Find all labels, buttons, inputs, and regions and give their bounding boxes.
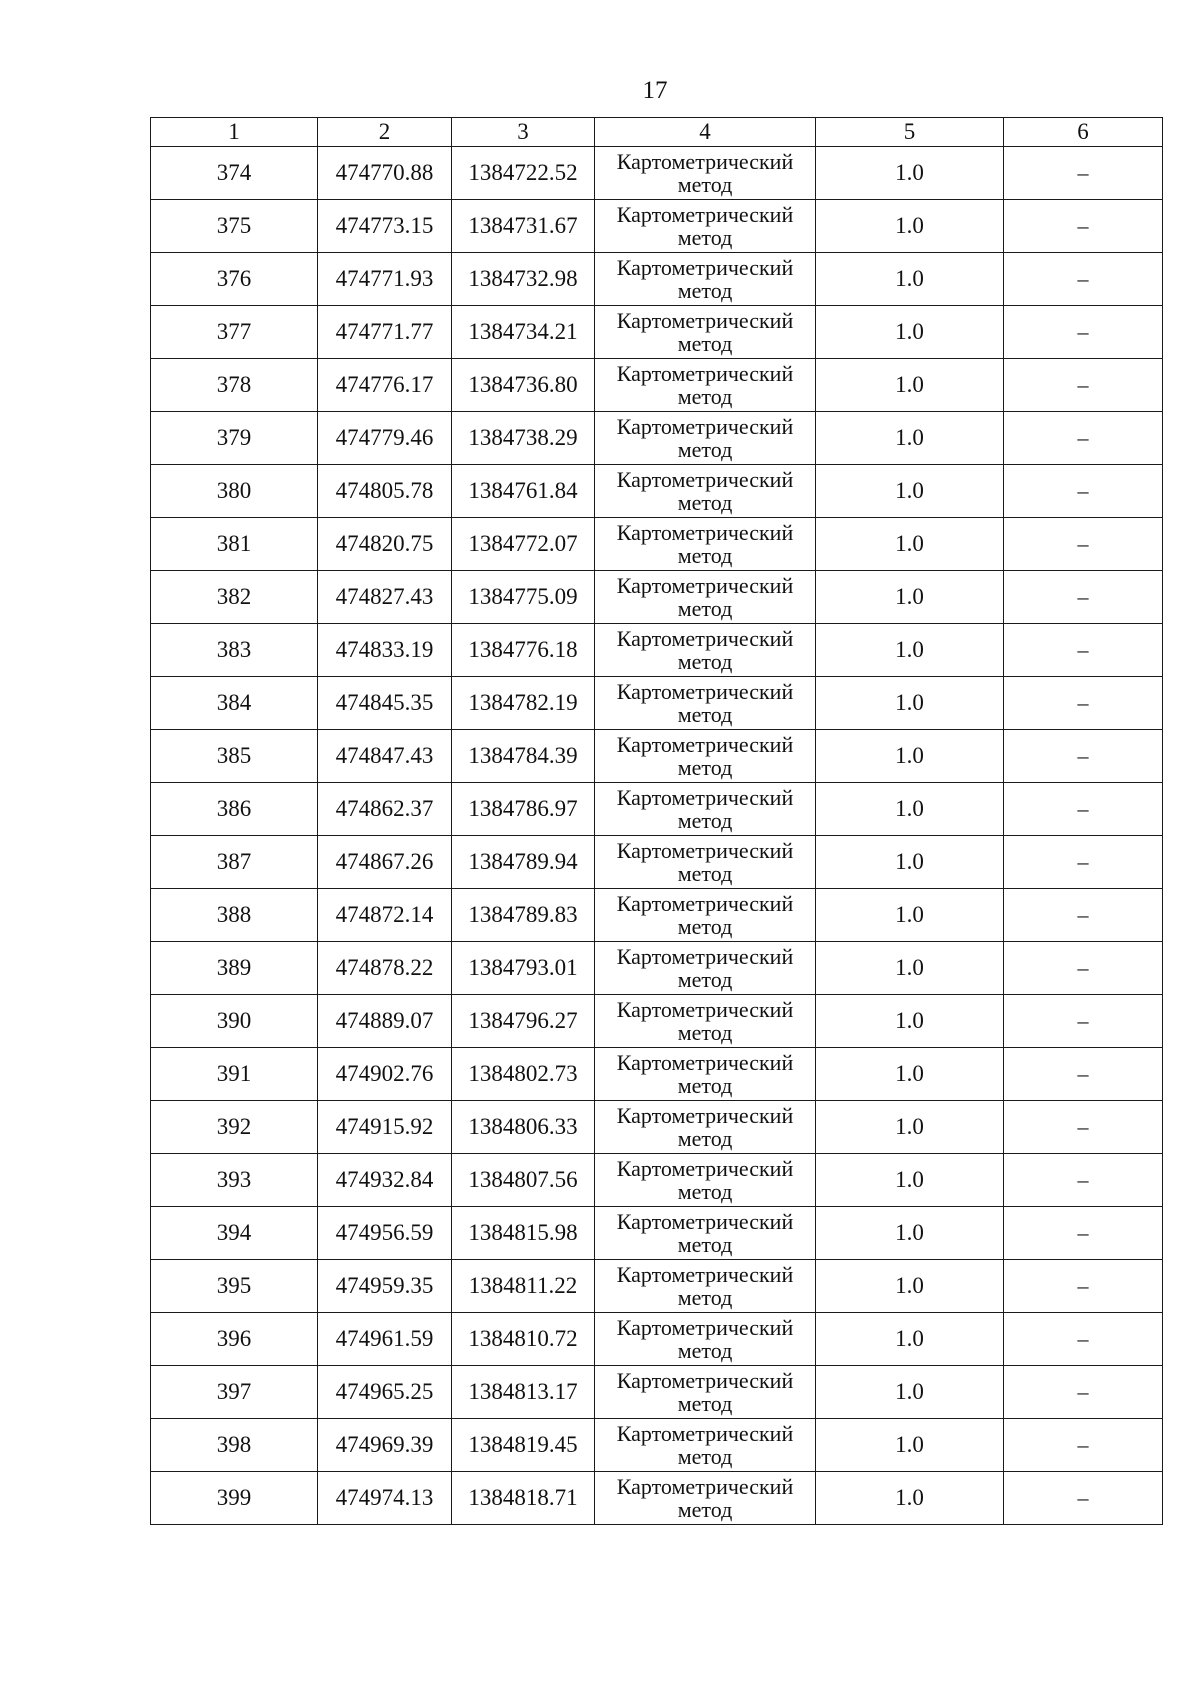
note-cell: – (1004, 571, 1163, 624)
accuracy-cell: 1.0 (816, 1207, 1004, 1260)
method-line: метод (677, 1232, 733, 1257)
method-cell (595, 412, 816, 465)
method-line: метод (677, 967, 733, 992)
method-line: метод (677, 1073, 733, 1098)
column-header: 6 (1004, 118, 1163, 147)
note-cell: – (1004, 624, 1163, 677)
y-coordinate-cell: 1384815.98 (452, 1207, 595, 1260)
y-coordinate-cell: 1384802.73 (452, 1048, 595, 1101)
table-row (151, 836, 1163, 889)
table-row (151, 465, 1163, 518)
table-row (151, 147, 1163, 200)
accuracy-cell: 1.0 (816, 1101, 1004, 1154)
accuracy-cell: 1.0 (816, 1260, 1004, 1313)
method-cell (595, 571, 816, 624)
x-coordinate-cell: 474915.92 (318, 1101, 452, 1154)
accuracy-cell: 1.0 (816, 306, 1004, 359)
note-cell: – (1004, 836, 1163, 889)
accuracy-cell: 1.0 (816, 889, 1004, 942)
method-cell (595, 1101, 816, 1154)
method-cell (595, 624, 816, 677)
method-line: Картометрический (616, 785, 794, 810)
y-coordinate-cell: 1384772.07 (452, 518, 595, 571)
table-row (151, 412, 1163, 465)
point-number-cell: 378 (151, 359, 318, 412)
method-line: Картометрический (616, 573, 794, 598)
column-header: 1 (151, 118, 318, 147)
column-header: 2 (318, 118, 452, 147)
y-coordinate-cell: 1384738.29 (452, 412, 595, 465)
method-cell (595, 253, 816, 306)
method-cell (595, 1313, 816, 1366)
x-coordinate-cell: 474889.07 (318, 995, 452, 1048)
point-number-cell: 379 (151, 412, 318, 465)
method-cell (595, 1048, 816, 1101)
method-line: метод (677, 1444, 733, 1469)
method-line: метод (677, 225, 733, 250)
note-cell: – (1004, 1260, 1163, 1313)
accuracy-cell: 1.0 (816, 147, 1004, 200)
x-coordinate-cell: 474827.43 (318, 571, 452, 624)
point-number-cell: 381 (151, 518, 318, 571)
x-coordinate-cell: 474959.35 (318, 1260, 452, 1313)
x-coordinate-cell: 474969.39 (318, 1419, 452, 1472)
point-number-cell: 389 (151, 942, 318, 995)
point-number-cell: 384 (151, 677, 318, 730)
method-line: метод (677, 543, 733, 568)
table-row (151, 889, 1163, 942)
x-coordinate-cell: 474862.37 (318, 783, 452, 836)
point-number-cell: 383 (151, 624, 318, 677)
y-coordinate-cell: 1384789.94 (452, 836, 595, 889)
method-line: метод (677, 1391, 733, 1416)
note-cell: – (1004, 306, 1163, 359)
y-coordinate-cell: 1384784.39 (452, 730, 595, 783)
method-cell (595, 942, 816, 995)
accuracy-cell: 1.0 (816, 571, 1004, 624)
x-coordinate-cell: 474779.46 (318, 412, 452, 465)
accuracy-cell: 1.0 (816, 253, 1004, 306)
method-line: метод (677, 172, 733, 197)
x-coordinate-cell: 474805.78 (318, 465, 452, 518)
method-line: Картометрический (616, 838, 794, 863)
point-number-cell: 393 (151, 1154, 318, 1207)
accuracy-cell: 1.0 (816, 836, 1004, 889)
point-number-cell: 386 (151, 783, 318, 836)
method-line: Картометрический (616, 149, 794, 174)
method-line: метод (677, 331, 733, 356)
method-line: Картометрический (616, 1368, 794, 1393)
y-coordinate-cell: 1384806.33 (452, 1101, 595, 1154)
method-line: метод (677, 861, 733, 886)
method-line: Картометрический (616, 891, 794, 916)
method-cell (595, 1472, 816, 1525)
accuracy-cell: 1.0 (816, 783, 1004, 836)
note-cell: – (1004, 465, 1163, 518)
column-header: 4 (595, 118, 816, 147)
x-coordinate-cell: 474773.15 (318, 200, 452, 253)
method-cell (595, 1419, 816, 1472)
accuracy-cell: 1.0 (816, 624, 1004, 677)
table-row (151, 783, 1163, 836)
table-row (151, 1419, 1163, 1472)
method-line: Картометрический (616, 1103, 794, 1128)
note-cell: – (1004, 1472, 1163, 1525)
x-coordinate-cell: 474771.93 (318, 253, 452, 306)
table-row (151, 359, 1163, 412)
y-coordinate-cell: 1384789.83 (452, 889, 595, 942)
x-coordinate-cell: 474961.59 (318, 1313, 452, 1366)
table-row (151, 518, 1163, 571)
method-line: Картометрический (616, 414, 794, 439)
table-row (151, 306, 1163, 359)
note-cell: – (1004, 1048, 1163, 1101)
y-coordinate-cell: 1384776.18 (452, 624, 595, 677)
x-coordinate-cell: 474902.76 (318, 1048, 452, 1101)
method-line: Картометрический (616, 1315, 794, 1340)
x-coordinate-cell: 474776.17 (318, 359, 452, 412)
y-coordinate-cell: 1384807.56 (452, 1154, 595, 1207)
point-number-cell: 394 (151, 1207, 318, 1260)
note-cell: – (1004, 1207, 1163, 1260)
coordinates-table (150, 117, 1163, 1525)
method-cell (595, 783, 816, 836)
table-row (151, 995, 1163, 1048)
method-line: Картометрический (616, 1050, 794, 1075)
point-number-cell: 395 (151, 1260, 318, 1313)
table-row (151, 677, 1163, 730)
accuracy-cell: 1.0 (816, 412, 1004, 465)
y-coordinate-cell: 1384782.19 (452, 677, 595, 730)
note-cell: – (1004, 1419, 1163, 1472)
table-row (151, 1366, 1163, 1419)
method-line: Картометрический (616, 467, 794, 492)
method-line: метод (677, 490, 733, 515)
method-line: метод (677, 914, 733, 939)
page-number: 17 (642, 77, 668, 104)
note-cell: – (1004, 200, 1163, 253)
note-cell: – (1004, 412, 1163, 465)
x-coordinate-cell: 474965.25 (318, 1366, 452, 1419)
x-coordinate-cell: 474932.84 (318, 1154, 452, 1207)
note-cell: – (1004, 677, 1163, 730)
method-line: Картометрический (616, 361, 794, 386)
note-cell: – (1004, 730, 1163, 783)
method-cell (595, 1207, 816, 1260)
x-coordinate-cell: 474867.26 (318, 836, 452, 889)
point-number-cell: 375 (151, 200, 318, 253)
point-number-cell: 397 (151, 1366, 318, 1419)
table-row (151, 1207, 1163, 1260)
y-coordinate-cell: 1384818.71 (452, 1472, 595, 1525)
method-line: метод (677, 437, 733, 462)
table-row (151, 253, 1163, 306)
x-coordinate-cell: 474974.13 (318, 1472, 452, 1525)
table-row (151, 624, 1163, 677)
point-number-cell: 398 (151, 1419, 318, 1472)
method-cell (595, 518, 816, 571)
table-row (151, 1472, 1163, 1525)
method-cell (595, 1260, 816, 1313)
method-cell (595, 995, 816, 1048)
note-cell: – (1004, 147, 1163, 200)
table-header-row (151, 118, 1163, 147)
method-line: Картометрический (616, 997, 794, 1022)
method-line: Картометрический (616, 679, 794, 704)
method-cell (595, 836, 816, 889)
x-coordinate-cell: 474872.14 (318, 889, 452, 942)
point-number-cell: 377 (151, 306, 318, 359)
table-row (151, 200, 1163, 253)
accuracy-cell: 1.0 (816, 1048, 1004, 1101)
table-row (151, 1048, 1163, 1101)
y-coordinate-cell: 1384811.22 (452, 1260, 595, 1313)
method-line: Картометрический (616, 1421, 794, 1446)
point-number-cell: 392 (151, 1101, 318, 1154)
column-header: 5 (816, 118, 1004, 147)
table-row (151, 571, 1163, 624)
method-line: метод (677, 1020, 733, 1045)
method-line: Картометрический (616, 1156, 794, 1181)
method-cell (595, 359, 816, 412)
method-cell (595, 677, 816, 730)
accuracy-cell: 1.0 (816, 995, 1004, 1048)
accuracy-cell: 1.0 (816, 730, 1004, 783)
x-coordinate-cell: 474878.22 (318, 942, 452, 995)
y-coordinate-cell: 1384796.27 (452, 995, 595, 1048)
method-cell (595, 465, 816, 518)
point-number-cell: 399 (151, 1472, 318, 1525)
accuracy-cell: 1.0 (816, 1472, 1004, 1525)
note-cell: – (1004, 995, 1163, 1048)
method-line: метод (677, 1126, 733, 1151)
accuracy-cell: 1.0 (816, 1366, 1004, 1419)
method-line: метод (677, 702, 733, 727)
point-number-cell: 376 (151, 253, 318, 306)
method-line: метод (677, 808, 733, 833)
x-coordinate-cell: 474845.35 (318, 677, 452, 730)
point-number-cell: 382 (151, 571, 318, 624)
accuracy-cell: 1.0 (816, 1419, 1004, 1472)
note-cell: – (1004, 1154, 1163, 1207)
note-cell: – (1004, 889, 1163, 942)
x-coordinate-cell: 474833.19 (318, 624, 452, 677)
y-coordinate-cell: 1384732.98 (452, 253, 595, 306)
method-cell (595, 147, 816, 200)
method-line: Картометрический (616, 1474, 794, 1499)
note-cell: – (1004, 942, 1163, 995)
table-row (151, 730, 1163, 783)
method-line: Картометрический (616, 1262, 794, 1287)
method-line: Картометрический (616, 626, 794, 651)
x-coordinate-cell: 474847.43 (318, 730, 452, 783)
point-number-cell: 380 (151, 465, 318, 518)
method-line: метод (677, 1497, 733, 1522)
note-cell: – (1004, 1366, 1163, 1419)
method-line: метод (677, 649, 733, 674)
y-coordinate-cell: 1384734.21 (452, 306, 595, 359)
accuracy-cell: 1.0 (816, 677, 1004, 730)
method-line: метод (677, 1179, 733, 1204)
column-header: 3 (452, 118, 595, 147)
accuracy-cell: 1.0 (816, 942, 1004, 995)
x-coordinate-cell: 474820.75 (318, 518, 452, 571)
table-row (151, 942, 1163, 995)
accuracy-cell: 1.0 (816, 465, 1004, 518)
method-cell (595, 730, 816, 783)
table-row (151, 1260, 1163, 1313)
method-line: Картометрический (616, 944, 794, 969)
point-number-cell: 396 (151, 1313, 318, 1366)
x-coordinate-cell: 474770.88 (318, 147, 452, 200)
y-coordinate-cell: 1384786.97 (452, 783, 595, 836)
point-number-cell: 391 (151, 1048, 318, 1101)
method-cell (595, 1366, 816, 1419)
y-coordinate-cell: 1384761.84 (452, 465, 595, 518)
method-cell (595, 200, 816, 253)
y-coordinate-cell: 1384736.80 (452, 359, 595, 412)
y-coordinate-cell: 1384731.67 (452, 200, 595, 253)
method-cell (595, 889, 816, 942)
method-line: Картометрический (616, 308, 794, 333)
accuracy-cell: 1.0 (816, 359, 1004, 412)
point-number-cell: 390 (151, 995, 318, 1048)
method-line: метод (677, 278, 733, 303)
point-number-cell: 388 (151, 889, 318, 942)
method-line: метод (677, 596, 733, 621)
y-coordinate-cell: 1384813.17 (452, 1366, 595, 1419)
accuracy-cell: 1.0 (816, 1154, 1004, 1207)
method-line: Картометрический (616, 732, 794, 757)
note-cell: – (1004, 253, 1163, 306)
point-number-cell: 374 (151, 147, 318, 200)
table-row (151, 1101, 1163, 1154)
method-line: Картометрический (616, 255, 794, 280)
method-line: Картометрический (616, 520, 794, 545)
point-number-cell: 387 (151, 836, 318, 889)
y-coordinate-cell: 1384793.01 (452, 942, 595, 995)
x-coordinate-cell: 474771.77 (318, 306, 452, 359)
method-line: метод (677, 755, 733, 780)
method-cell (595, 1154, 816, 1207)
method-line: метод (677, 1338, 733, 1363)
table-row (151, 1313, 1163, 1366)
table-row (151, 1154, 1163, 1207)
method-line: метод (677, 384, 733, 409)
y-coordinate-cell: 1384722.52 (452, 147, 595, 200)
method-line: метод (677, 1285, 733, 1310)
method-cell (595, 306, 816, 359)
accuracy-cell: 1.0 (816, 1313, 1004, 1366)
method-line: Картометрический (616, 202, 794, 227)
y-coordinate-cell: 1384810.72 (452, 1313, 595, 1366)
y-coordinate-cell: 1384775.09 (452, 571, 595, 624)
accuracy-cell: 1.0 (816, 518, 1004, 571)
method-line: Картометрический (616, 1209, 794, 1234)
point-number-cell: 385 (151, 730, 318, 783)
y-coordinate-cell: 1384819.45 (452, 1419, 595, 1472)
note-cell: – (1004, 518, 1163, 571)
note-cell: – (1004, 1101, 1163, 1154)
accuracy-cell: 1.0 (816, 200, 1004, 253)
note-cell: – (1004, 783, 1163, 836)
note-cell: – (1004, 359, 1163, 412)
x-coordinate-cell: 474956.59 (318, 1207, 452, 1260)
note-cell: – (1004, 1313, 1163, 1366)
